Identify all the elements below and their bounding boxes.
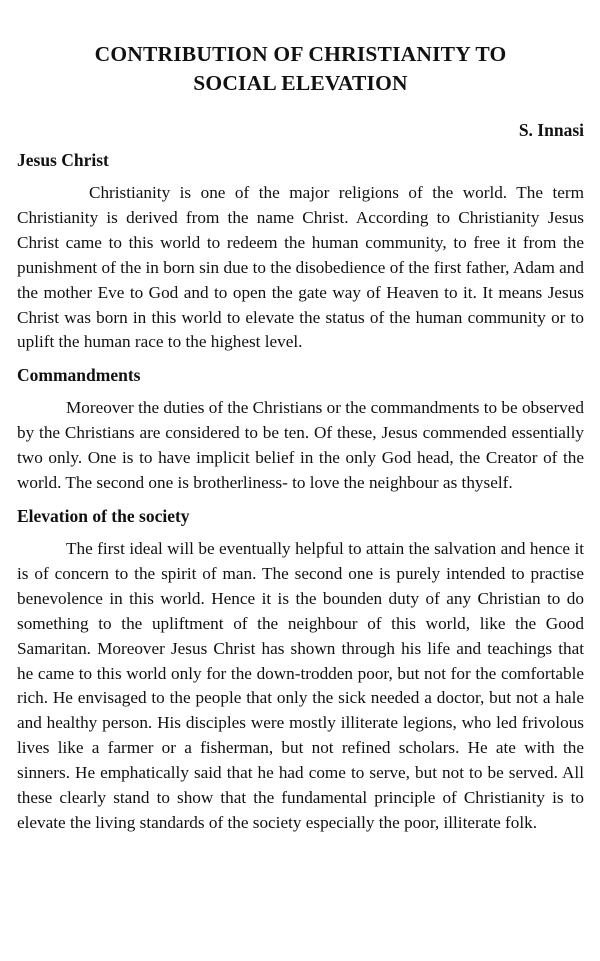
title-line-1: CONTRIBUTION OF CHRISTIANITY TO — [94, 42, 507, 66]
section-paragraph: Moreover the duties of the Christians or the commandments to be observed by the Christians are considered to be ten. Of these, Jesus commended essentially two only. One is to have implicit belief in the only God head, the Creator of the world. The second one is brotherliness- to love the neighbour as thyself. — [17, 398, 584, 493]
section-paragraph: Christianity is one of the major religions of the world. The term Christianity is derived from the name Christ. According to Christianity Jesus Christ came to this world to redeem the human community, to free it from the punishment of the in born sin due to the disobedience of the first father, Adam and the mother Eve to God and to open the gate way of Heaven to it. It means Jesus Christ was born in this world to elevate the status of the human community or to uplift the human race to the highest level. — [17, 183, 584, 352]
section-jesus-christ — [17, 148, 584, 355]
section-commandments — [17, 363, 584, 496]
section-elevation-of-society — [17, 504, 584, 836]
section-heading: Elevation of the society — [17, 505, 190, 526]
page-title — [17, 40, 584, 98]
section-paragraph: The first ideal will be eventually helpful to attain the salvation and hence it is of concern to the spirit of man. The second one is purely intended to practise benevolence in this world. Hence it is the bounden duty of any Christian to do something to the upliftment of the neighbour of this world, like the Good Samaritan. Moreover Jesus Christ has shown through his life and teachings that he came to this world only for the down-trodden poor, but not for the comfortable rich. He envisaged to the people that only the sick needed a doctor, but not a hale and healthy person. His disciples were mostly illiterate legions, who led frivolous lives like a farmer or a fisherman, but not refined scholars. He ate with the sinners. He emphatically said that he had come to serve, but not to be served. All these clearly stand to show that the fundamental principle of Christianity is to elevate the living standards of the society especially the poor, illiterate folk. — [17, 538, 584, 832]
author-name: S. Innasi — [518, 120, 584, 140]
section-heading: Jesus Christ — [17, 150, 109, 170]
title-line-2: SOCIAL ELEVATION — [193, 71, 408, 95]
section-heading: Commandments — [17, 365, 141, 386]
